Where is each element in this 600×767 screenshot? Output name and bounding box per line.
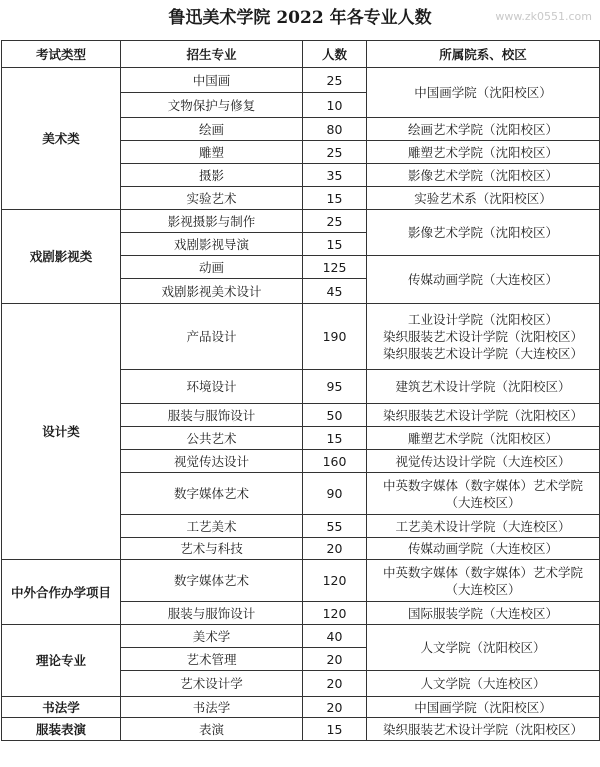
table-row: [2, 625, 600, 648]
table-row: [2, 210, 600, 233]
count-cell: 160: [303, 450, 367, 473]
count-cell: 15: [303, 427, 367, 450]
count-cell: 20: [303, 671, 367, 697]
major-cell: 艺术管理: [121, 648, 303, 671]
college-line: 染织服装艺术设计学院（沈阳校区）: [382, 329, 583, 344]
college-cell: [367, 427, 600, 450]
count-cell: 80: [303, 118, 367, 141]
page-title: 鲁迅美术学院 2022 年各专业人数: [168, 8, 432, 28]
major-cell: 美术学: [121, 625, 303, 648]
exam-type-cell: 中外合作办学项目: [2, 560, 121, 625]
college-cell: [367, 118, 600, 141]
major-cell: 雕塑: [121, 141, 303, 164]
college-line: 国际服装学院（大连校区）: [407, 605, 558, 621]
major-cell: 书法学: [121, 697, 303, 718]
college-cell: [367, 602, 600, 625]
count-cell: 40: [303, 625, 367, 648]
count-cell: 20: [303, 697, 367, 718]
college-line: 影像艺术学院（沈阳校区）: [407, 167, 558, 183]
header-exam-type: 考试类型: [2, 41, 121, 68]
admissions-table: [1, 40, 600, 741]
major-cell: 中国画: [121, 68, 303, 93]
count-cell: 90: [303, 473, 367, 515]
exam-type-cell: 服装表演: [2, 718, 121, 741]
college-cell: [367, 68, 600, 118]
college-line: （大连校区）: [445, 581, 521, 597]
college-cell: [367, 718, 600, 741]
major-cell: 表演: [121, 718, 303, 741]
count-cell: 20: [303, 538, 367, 560]
college-line: 雕塑艺术学院（沈阳校区）: [407, 430, 558, 446]
college-line: 染织服装艺术设计学院（大连校区）: [382, 346, 583, 361]
major-cell: 戏剧影视导演: [121, 233, 303, 256]
college-cell: [367, 671, 600, 697]
college-line: 染织服装艺术设计学院（沈阳校区）: [382, 407, 583, 423]
college-line: 人文学院（大连校区）: [420, 676, 546, 691]
college-line: 雕塑艺术学院（沈阳校区）: [407, 144, 558, 160]
count-cell: 15: [303, 718, 367, 741]
major-cell: 文物保护与修复: [121, 93, 303, 118]
college-line: 中英数字媒体（数字媒体）艺术学院: [382, 564, 583, 580]
college-line: 实验艺术系（沈阳校区）: [414, 190, 552, 206]
major-cell: 数字媒体艺术: [121, 473, 303, 515]
college-line: 中国画学院（沈阳校区）: [414, 85, 552, 100]
exam-type-cell: 书法学: [2, 697, 121, 718]
college-cell: [367, 256, 600, 304]
major-cell: 服装与服饰设计: [121, 602, 303, 625]
count-cell: 120: [303, 560, 367, 602]
header-count: 人数: [303, 41, 367, 68]
count-cell: 15: [303, 187, 367, 210]
count-cell: 50: [303, 404, 367, 427]
major-cell: 艺术与科技: [121, 538, 303, 560]
college-cell: [367, 304, 600, 370]
count-cell: 35: [303, 164, 367, 187]
college-cell: [367, 697, 600, 718]
table-row: [2, 68, 600, 93]
college-cell: [367, 187, 600, 210]
major-cell: 工艺美术: [121, 515, 303, 538]
count-cell: 10: [303, 93, 367, 118]
exam-type-cell: 设计类: [2, 304, 121, 560]
college-cell: [367, 141, 600, 164]
table-row: [2, 304, 600, 370]
major-cell: 动画: [121, 256, 303, 279]
college-cell: [367, 404, 600, 427]
count-cell: 190: [303, 304, 367, 370]
major-cell: 视觉传达设计: [121, 450, 303, 473]
header-major: 招生专业: [121, 41, 303, 68]
college-line: 染织服装艺术设计学院（沈阳校区）: [382, 721, 583, 737]
college-cell: [367, 450, 600, 473]
major-cell: 艺术设计学: [121, 671, 303, 697]
count-cell: 55: [303, 515, 367, 538]
college-cell: [367, 538, 600, 560]
major-cell: 公共艺术: [121, 427, 303, 450]
major-cell: 服装与服饰设计: [121, 404, 303, 427]
major-cell: 绘画: [121, 118, 303, 141]
count-cell: 25: [303, 210, 367, 233]
header-college: 所属院系、校区: [367, 41, 600, 68]
college-line: （大连校区）: [445, 494, 521, 510]
college-line: 传媒动画学院（大连校区）: [407, 272, 558, 287]
college-cell: [367, 560, 600, 602]
college-line: 工艺美术设计学院（大连校区）: [395, 518, 571, 534]
count-cell: 25: [303, 68, 367, 93]
college-cell: [367, 515, 600, 538]
college-line: 视觉传达设计学院（大连校区）: [395, 453, 571, 469]
exam-type-cell: 戏剧影视类: [2, 210, 121, 304]
college-line: 绘画艺术学院（沈阳校区）: [407, 121, 558, 137]
watermark: www.zk0551.com: [495, 10, 592, 23]
college-line: 影像艺术学院（沈阳校区）: [407, 225, 558, 240]
count-cell: 120: [303, 602, 367, 625]
table-row: [2, 560, 600, 602]
major-cell: 环境设计: [121, 370, 303, 404]
college-cell: [367, 625, 600, 671]
college-line: 传媒动画学院（大连校区）: [407, 541, 558, 556]
college-line: 工业设计学院（沈阳校区）: [407, 312, 558, 327]
major-cell: 数字媒体艺术: [121, 560, 303, 602]
college-line: 建筑艺术设计学院（沈阳校区）: [395, 379, 571, 394]
college-line: 中国画学院（沈阳校区）: [414, 699, 552, 715]
count-cell: 125: [303, 256, 367, 279]
major-cell: 影视摄影与制作: [121, 210, 303, 233]
major-cell: 戏剧影视美术设计: [121, 279, 303, 304]
exam-type-cell: 美术类: [2, 68, 121, 210]
header-row: [2, 41, 600, 68]
college-cell: [367, 164, 600, 187]
table-body: [2, 68, 600, 741]
exam-type-cell: 理论专业: [2, 625, 121, 697]
major-cell: 实验艺术: [121, 187, 303, 210]
college-cell: [367, 473, 600, 515]
major-cell: 产品设计: [121, 304, 303, 370]
count-cell: 20: [303, 648, 367, 671]
college-cell: [367, 210, 600, 256]
table-row: [2, 697, 600, 718]
college-line: 中英数字媒体（数字媒体）艺术学院: [382, 477, 583, 493]
count-cell: 95: [303, 370, 367, 404]
college-line: 人文学院（沈阳校区）: [420, 640, 546, 655]
major-cell: 摄影: [121, 164, 303, 187]
college-cell: [367, 370, 600, 404]
count-cell: 25: [303, 141, 367, 164]
table-row: [2, 718, 600, 741]
count-cell: 15: [303, 233, 367, 256]
count-cell: 45: [303, 279, 367, 304]
